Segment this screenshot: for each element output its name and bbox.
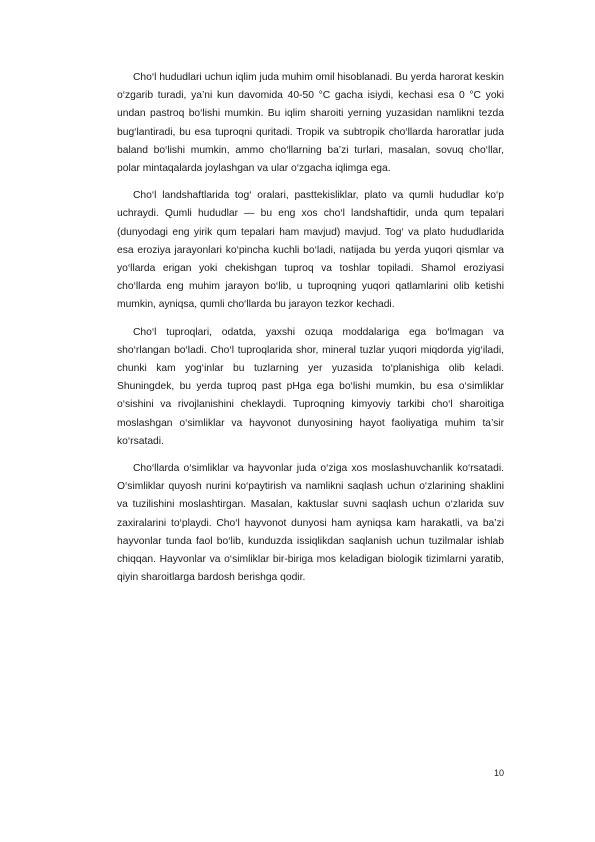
paragraph-landscapes: Cho‘l landshaftlarida tog‘ oralari, pasttekisliklar, plato va qumli hududlar ko‘p uchraydi. Qumli hududlar — bu eng xos cho‘l landshaftidir, unda qum tepalari (dunyodagi eng yirik qum tepalari ham mavjud) mavjud. Tog‘ va plato hududlarida esa eroziya jarayonlari ko‘pincha kuchli bo‘ladi, natijada bu yerda yuqori qismlar va yo‘llarda erigan yoki chekishgan tuproq va toshlar topiladi. Shamol eroziyasi cho‘llarda eng muhim jarayon bo‘lib, u tuproqning yuqori qatlamlarini olib ketishi mumkin, ayniqsa, qumli cho‘llarda bu jarayon tezkor kechadi. [117,190,504,311]
paragraph-climate: Cho‘l hududlari uchun iqlim juda muhim omil hisoblanadi. Bu yerda harorat keskin o‘zgarib turadi, ya’ni kun davomida 40-50 °C gacha isiydi, kechasi esa 0 °C yoki undan pastroq bo‘lishi mumkin. Bu iqlim sharoiti yerning yuzasidan namlikni tezda bug‘lantiradi, bu esa tuproqni quritadi. Tropik va subtropik cho‘llarda haroratlar juda baland bo‘lishi mumkin, ammo cho‘llarning ba’zi turlari, masalan, sovuq cho‘llar, polar mintaqalarda joylashgan va ular o‘zgacha iqlimga ega. [117,72,504,175]
page-number: 10 [493,768,504,778]
body-text [117,69,504,596]
paragraph-flora-fauna: Cho‘llarda o‘simliklar va hayvonlar juda o‘ziga xos moslashuvchanlik ko‘rsatadi. O‘simliklar quyosh nurini ko‘paytirish va namlikni saqlash uchun o‘zlarining shaklini va tuzilishini moslashtirgan. Masalan, kaktuslar suvni saqlash uchun o‘zlarida suv zaxiralarini to‘playdi. Cho‘l hayvonot dunyosi ham ayniqsa kam harakatli, va ba’zi hayvonlar tunda faol bo‘lib, kunduzda issiqlikdan saqlanish uchun tuzilmalar ishlab chiqqan. Hayvonlar va o‘simliklar bir-biriga mos keladigan biologik tizimlarni yaratib, qiyin sharoitlarga bardosh berishga qodir. [117,463,504,584]
paragraph-soils: Cho‘l tuproqlari, odatda, yaxshi ozuqa moddalariga ega bo‘lmagan va sho‘rlangan bo‘ladi. Cho‘l tuproqlarida shor, mineral tuzlar yuqori miqdorda yig‘iladi, chunki kam yog‘inlar bu tuzlarning yer yuzasida to‘planishiga olib keladi. Shuningdek, bu yerda tuproq past pHga ega bo‘lishi mumkin, bu esa o‘simliklar o‘sishini va rivojlanishini cheklaydi. Tuproqning kimyoviy tarkibi cho‘l sharoitiga moslashgan o‘simliklar va hayvonot dunyosining hayot faoliyatiga muhim ta’sir ko‘rsatadi. [117,326,504,447]
